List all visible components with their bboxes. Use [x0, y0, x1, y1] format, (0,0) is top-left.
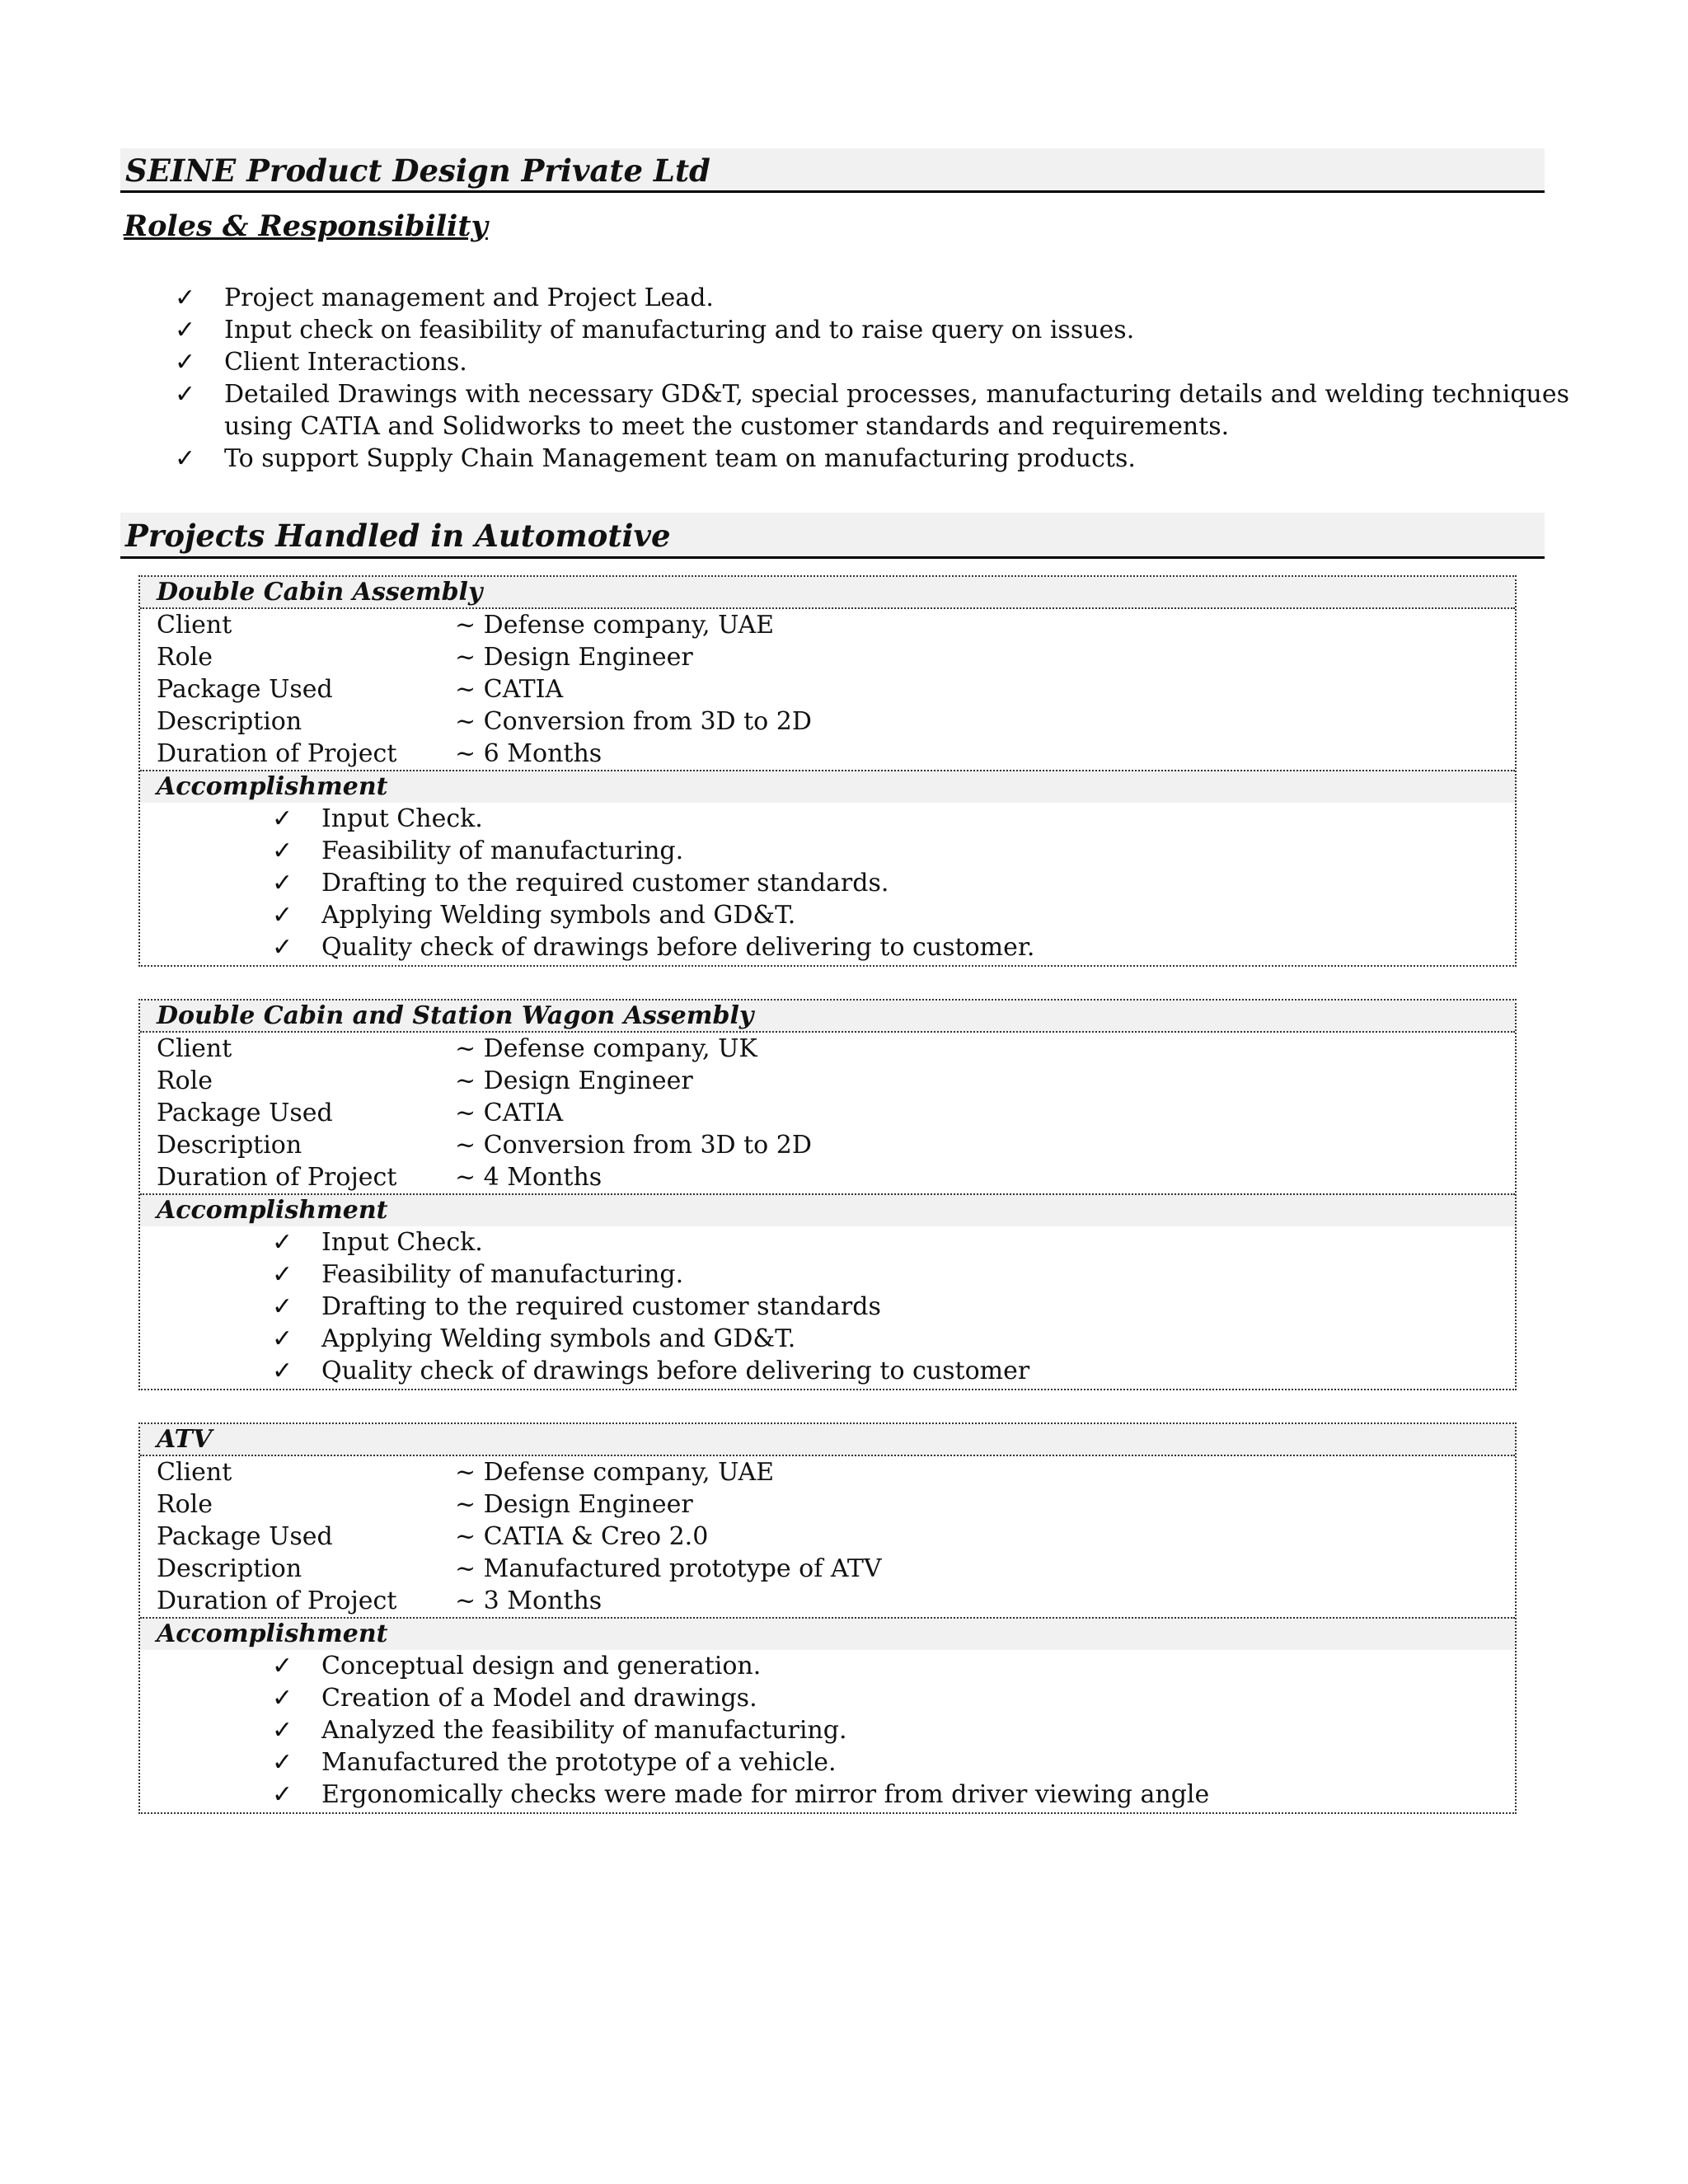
detail-row-duration	[140, 1585, 1515, 1617]
detail-value: ~ Design Engineer	[455, 643, 693, 672]
detail-row-role	[140, 1488, 1515, 1521]
detail-row-package	[140, 1521, 1515, 1553]
detail-row-client	[140, 609, 1515, 641]
role-text: Input check on feasibility of manufacturing and to raise query on issues.	[224, 316, 1135, 344]
role-text: Client Interactions.	[224, 348, 467, 377]
list-item	[140, 1323, 1515, 1355]
checkmark-icon: ✓	[175, 348, 196, 377]
accomplishment-text: Ergonomically checks were made for mirror from driver viewing angle	[321, 1780, 1210, 1809]
detail-row-client	[140, 1456, 1515, 1488]
detail-row-duration	[140, 738, 1515, 770]
accomplishment-title: Accomplishment	[140, 1617, 1515, 1650]
accomplishment-text: Analyzed the feasibility of manufacturing.	[321, 1716, 847, 1745]
accomplishment-list	[140, 1226, 1515, 1389]
list-item	[175, 282, 1569, 314]
accomplishment-text: Drafting to the required customer standards	[321, 1292, 881, 1321]
detail-label: Package Used	[157, 1522, 333, 1551]
detail-value: ~ Defense company, UK	[455, 1034, 757, 1063]
checkmark-icon: ✓	[272, 1324, 293, 1353]
detail-row-description	[140, 705, 1515, 738]
checkmark-icon: ✓	[175, 444, 196, 473]
checkmark-icon: ✓	[272, 933, 293, 962]
detail-label: Description	[157, 1131, 302, 1160]
detail-row-package	[140, 1097, 1515, 1129]
accomplishment-text: Input Check.	[321, 804, 483, 833]
list-item	[140, 899, 1515, 931]
detail-value: ~ Manufactured prototype of ATV	[455, 1554, 882, 1583]
accomplishment-text: Feasibility of manufacturing.	[321, 837, 684, 865]
list-item	[140, 1779, 1515, 1811]
project-title: ATV	[140, 1424, 1515, 1456]
list-item	[175, 346, 1569, 378]
detail-value: ~ CATIA	[455, 1099, 564, 1127]
detail-value: ~ Defense company, UAE	[455, 1458, 775, 1487]
checkmark-icon: ✓	[272, 1357, 293, 1385]
checkmark-icon: ✓	[272, 1292, 293, 1321]
roles-title: Roles & Responsibility	[124, 209, 488, 243]
list-item	[140, 835, 1515, 867]
checkmark-icon: ✓	[272, 1228, 293, 1257]
checkmark-icon: ✓	[175, 380, 196, 409]
accomplishment-text: Drafting to the required customer standards.	[321, 869, 889, 898]
accomplishment-text: Conceptual design and generation.	[321, 1652, 762, 1680]
detail-value: ~ Design Engineer	[455, 1490, 693, 1519]
list-item	[140, 1226, 1515, 1258]
accomplishment-text: Input Check.	[321, 1228, 483, 1257]
project-card-station-wagon	[138, 999, 1517, 1390]
detail-row-client	[140, 1033, 1515, 1065]
checkmark-icon: ✓	[272, 1780, 293, 1809]
list-item	[175, 443, 1569, 475]
checkmark-icon: ✓	[175, 316, 196, 344]
detail-row-role	[140, 1065, 1515, 1097]
accomplishment-text: Quality check of drawings before delivering to customer	[321, 1357, 1030, 1385]
detail-value: ~ Design Engineer	[455, 1066, 693, 1095]
detail-value: ~ 6 Months	[455, 739, 603, 768]
detail-label: Package Used	[157, 675, 333, 704]
role-text: Detailed Drawings with necessary GD&T, special processes, manufacturing details and welding techniques using CATIA and Solidworks to meet the customer standards and requirements.	[224, 380, 1569, 441]
list-item	[140, 867, 1515, 899]
detail-value: ~ CATIA	[455, 675, 564, 704]
detail-label: Description	[157, 1554, 302, 1583]
company-header: SEINE Product Design Private Ltd	[120, 148, 1545, 193]
list-item	[140, 931, 1515, 963]
list-item	[175, 378, 1569, 443]
checkmark-icon: ✓	[272, 901, 293, 930]
detail-value: ~ 4 Months	[455, 1163, 603, 1192]
detail-label: Client	[157, 1034, 232, 1063]
detail-value: ~ Defense company, UAE	[455, 611, 775, 640]
checkmark-icon: ✓	[272, 804, 293, 833]
detail-row-role	[140, 641, 1515, 673]
detail-label: Duration of Project	[157, 1163, 397, 1192]
checkmark-icon: ✓	[272, 869, 293, 898]
detail-label: Client	[157, 611, 232, 640]
list-item	[140, 1682, 1515, 1714]
project-card-double-cabin	[138, 575, 1517, 967]
detail-value: ~ 3 Months	[455, 1586, 603, 1615]
detail-label: Duration of Project	[157, 739, 397, 768]
detail-label: Role	[157, 1490, 213, 1519]
accomplishment-text: Applying Welding symbols and GD&T.	[321, 1324, 796, 1353]
checkmark-icon: ✓	[175, 284, 196, 312]
project-title: Double Cabin and Station Wagon Assembly	[140, 1001, 1515, 1033]
role-text: Project management and Project Lead.	[224, 284, 714, 312]
detail-row-package	[140, 673, 1515, 705]
detail-label: Package Used	[157, 1099, 333, 1127]
accomplishment-title: Accomplishment	[140, 1193, 1515, 1226]
accomplishment-text: Creation of a Model and drawings.	[321, 1684, 757, 1713]
role-text: To support Supply Chain Management team on manufacturing products.	[224, 444, 1136, 473]
accomplishment-text: Quality check of drawings before delivering to customer.	[321, 933, 1035, 962]
checkmark-icon: ✓	[272, 1260, 293, 1289]
list-item	[140, 1258, 1515, 1291]
list-item	[140, 1355, 1515, 1387]
detail-value: ~ Conversion from 3D to 2D	[455, 707, 812, 736]
detail-label: Role	[157, 643, 213, 672]
detail-label: Description	[157, 707, 302, 736]
checkmark-icon: ✓	[272, 1748, 293, 1777]
detail-label: Duration of Project	[157, 1586, 397, 1615]
list-item	[140, 803, 1515, 835]
list-item	[140, 1650, 1515, 1682]
detail-row-duration	[140, 1161, 1515, 1193]
accomplishment-text: Feasibility of manufacturing.	[321, 1260, 684, 1289]
detail-row-description	[140, 1129, 1515, 1161]
list-item	[140, 1714, 1515, 1746]
detail-value: ~ CATIA & Creo 2.0	[455, 1522, 709, 1551]
checkmark-icon: ✓	[272, 837, 293, 865]
list-item	[175, 314, 1569, 346]
detail-row-description	[140, 1553, 1515, 1585]
accomplishment-list	[140, 803, 1515, 965]
checkmark-icon: ✓	[272, 1716, 293, 1745]
accomplishment-title: Accomplishment	[140, 770, 1515, 803]
list-item	[140, 1746, 1515, 1779]
accomplishment-list	[140, 1650, 1515, 1812]
roles-list	[175, 282, 1569, 475]
list-item	[140, 1291, 1515, 1323]
projects-header: Projects Handled in Automotive	[120, 513, 1545, 559]
checkmark-icon: ✓	[272, 1684, 293, 1713]
project-title: Double Cabin Assembly	[140, 577, 1515, 609]
detail-label: Role	[157, 1066, 213, 1095]
accomplishment-text: Applying Welding symbols and GD&T.	[321, 901, 796, 930]
checkmark-icon: ✓	[272, 1652, 293, 1680]
detail-value: ~ Conversion from 3D to 2D	[455, 1131, 812, 1160]
project-card-atv	[138, 1422, 1517, 1814]
accomplishment-text: Manufactured the prototype of a vehicle.	[321, 1748, 837, 1777]
detail-label: Client	[157, 1458, 232, 1487]
